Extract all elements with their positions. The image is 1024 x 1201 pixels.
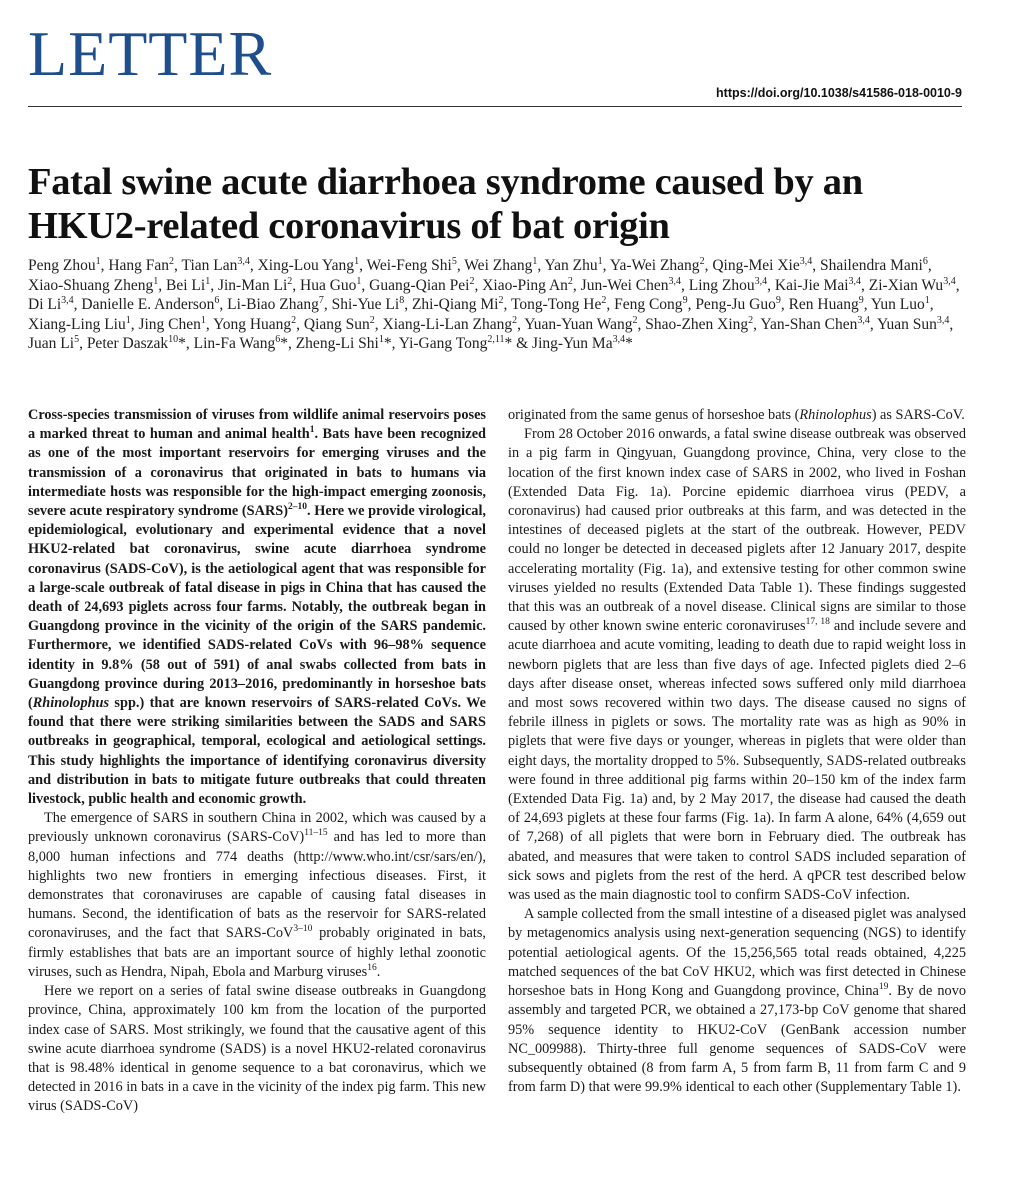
- body-paragraph: Here we report on a series of fatal swine disease outbreaks in Guangdong province, China, approximately 100 km from the location of the purported index case of SARS. Most strikingly, we found that the causative agent of this swine acute diarrhoea syndrome (SADS) is a novel HKU2-related coronavirus that is 98.48% identical in genome sequence to a bat coronavirus, which we detected in 2016 in bats in a cave in the vicinity of the index pig farm. This new virus (SADS-CoV): [28, 983, 486, 1115]
- abstract: Cross-species transmission of viruses from wildlife animal reservoirs poses a marked threat to human and animal health$^1$. Bats have been recognized as one of the most important reservoirs for emerging viruses and the transmission of a coronavirus that originated in bats to humans via intermediate hosts was responsible for the high-impact emerging zoonosis, severe acute respiratory syndrome (SARS)$^{2-10}$. Here we provide virological, epidemiological, evolutionary and experimental evidence that a novel HKU2-related bat coronavirus, swine acute diarrhoea syndrome coronavirus (SADS-CoV), is the aetiological agent that was responsible for a large-scale outbreak of fatal disease in pigs in China that has caused the death of 24,693 piglets across four farms. Notably, the outbreak began in Guangdong province in the vicinity of the origin of the SARS pandemic. Furthermore, we identified SADS-related CoVs with 96–98% sequence identity in 9.8% (58 out of 591) of anal swabs collected from bats in Guangdong province during 2013–2016, predominantly in horseshoe bats (Rhinolophus spp.) that are known reservoirs of SARS-related CoVs. We found that there were striking similarities between the SADS and SARS outbreaks in geographical, temporal, ecological and aetiological settings. This study highlights the importance of identifying coronavirus diversity and distribution in bats to mitigate future outbreaks that could threaten livestock, public health and economic growth.: [28, 407, 486, 808]
- author-list: Peng Zhou$^1$, Hang Fan$^2$, Tian Lan$^{3,4}$, Xing-Lou Yang$^1$, Wei-Feng Shi$^5$, Wei Zhang$^1$, Yan Zhu$^1$, Ya-Wei Zhang$^2$, Qing-Mei Xie$^{3,4}$, Shailendra Mani$^6$, Xiao-Shuang Zheng$^1$, Bei Li$^1$, Jin-Man Li$^2$, Hua Guo$^1$, Guang-Qian Pei$^2$, Xiao-Ping An$^2$, Jun-Wei Chen$^{3,4}$, Ling Zhou$^{3,4}$, Kai-Jie Mai$^{3,4}$, Zi-Xian Wu$^{3,4}$, Di Li$^{3,4}$, Danielle E. Anderson$^6$, Li-Biao Zhang$^7$, Shi-Yue Li$^8$, Zhi-Qiang Mi$^2$, Tong-Tong He$^2$, Feng Cong$^9$, Peng-Ju Guo$^9$, Ren Huang$^9$, Yun Luo$^1$, Xiang-Ling Liu$^1$, Jing Chen$^1$, Yong Huang$^2$, Qiang Sun$^2$, Xiang-Li-Lan Zhang$^2$, Yuan-Yuan Wang$^2$, Shao-Zhen Xing$^2$, Yan-Shan Chen$^{3,4}$, Yuan Sun$^{3,4}$, Juan Li$^5$, Peter Daszak$^{10}$*, Lin-Fa Wang$^6$*, Zheng-Li Shi$^1$*, Yi-Gang Tong$^{2,11}$* & Jing-Yun Ma$^{3,4}$*: [28, 255, 960, 352]
- body-paragraph: A sample collected from the small intestine of a diseased piglet was analysed by metagenomics analysis using next-generation sequencing (NGS) to identify potential aetiological agents. Of the 15,256,565 total reads obtained, 4,225 matched sequences of the bat CoV HKU2, which was first detected in Chinese horseshoe bats in Hong Kong and Guangdong province, China$^{19}$. By de novo assembly and targeted PCR, we obtained a 27,173-bp CoV genome that shared 95% sequence identity to HKU2-CoV (GenBank accession number NC_009988). Thirty-three full genome sequences of SADS-CoV were subsequently obtained (8 from farm A, 5 from farm B, 11 from farm C and 9 from farm D) that were 99.9% identical to each other (Supplementary Table 1).: [508, 906, 966, 1096]
- section-label: LETTER: [28, 18, 273, 89]
- body-paragraph: The emergence of SARS in southern China in 2002, which was caused by a previously unknown coronavirus (SARS-CoV)$^{11-15}$ and has led to more than 8,000 human infections and 774 deaths (http://www.who.int/csr/sars/en/), highlights two new frontiers in emerging infectious diseases. First, it demonstrates that coronaviruses are capable of causing fatal diseases in humans. Second, the identification of bats as the reservoir for SARS-related coronaviruses, and the fact that SARS-CoV$^{3-10}$ probably originated in bats, firmly establishes that bats are an important source of highly lethal zoonotic viruses, such as Hendra, Nipah, Ebola and Marburg viruses$^{16}$.: [28, 810, 486, 980]
- header-rule: [28, 106, 962, 107]
- body-column-left: [28, 406, 486, 1117]
- body-paragraph-continued: originated from the same genus of horseshoe bats (Rhinolophus) as SARS-CoV.: [508, 407, 965, 423]
- body-column-right: [508, 406, 966, 1097]
- doi-link[interactable]: https://doi.org/10.1038/s41586-018-0010-9: [716, 86, 962, 100]
- body-paragraph: From 28 October 2016 onwards, a fatal swine disease outbreak was observed in a pig farm in Qingyuan, Guangdong province, China, very close to the location of the first known index case of SARS in 2002, who lived in Foshan (Extended Data Fig. 1a). Porcine epidemic diarrhoea virus (PEDV, a coronavirus) had caused prior outbreaks at this farm, and was detected in the intestines of deceased piglets at the start of the outbreak. However, PEDV could no longer be detected in deceased piglets after 12 January 2017, despite accelerating mortality (Fig. 1a), and extensive testing for other common swine viruses yielded no results (Extended Data Table 1). These findings suggested that this was an outbreak of a novel disease. Clinical signs are similar to those caused by other known swine enteric coronaviruses$^{17, 18}$ and include severe and acute diarrhoea and acute vomiting, leading to death due to rapid weight loss in newborn piglets that are less than five days of age. Infected piglets died 2–6 days after disease onset, whereas infected sows suffered only mild diarrhoea and most sows recovered within two days. The disease caused no signs of febrile illness in piglets or sows. The mortality rate was as high as 90% in piglets that were five days or younger, whereas in piglets that were older than eight days, the mortality dropped to 5%. Subsequently, SADS-related outbreaks were found in three additional pig farms within 20–150 km of the index farm (Extended Data Fig. 1a) and, by 2 May 2017, the disease had caused the death of 24,693 piglets at these four farms (Fig. 1a). In farm A alone, 64% (4,659 out of 7,268) of all piglets that were born in February died. The outbreak has abated, and measures that were taken to control SADS included separation of sick sows and piglets from the rest of the herd. A qPCR test described below was used as the main diagnostic tool to confirm SADS-CoV infection.: [508, 426, 966, 904]
- article-title: Fatal swine acute diarrhoea syndrome caused by an HKU2-related coronavirus of bat origin: [28, 161, 863, 247]
